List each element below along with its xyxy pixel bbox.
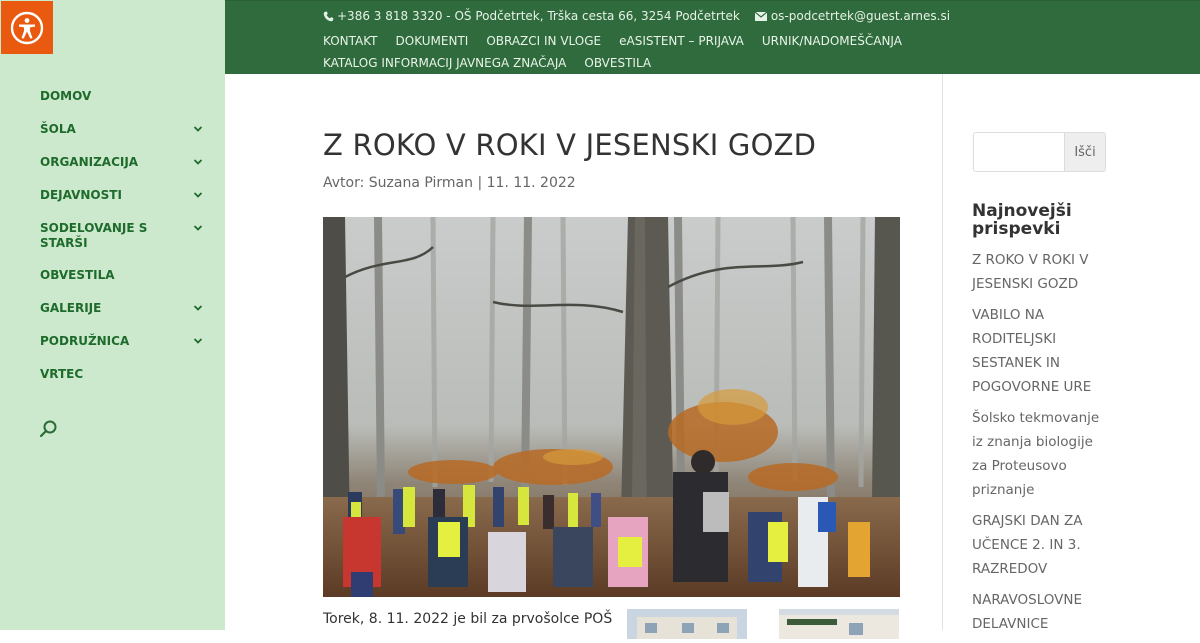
sidebar-item[interactable]: [40, 188, 210, 221]
meta-separator: |: [473, 175, 487, 191]
chevron-down-icon[interactable]: [193, 336, 203, 346]
sidebar-item[interactable]: [40, 334, 210, 367]
featured-image: [323, 217, 900, 597]
sidebar-item-label: OBVESTILA: [40, 268, 115, 282]
top-header: [225, 0, 1200, 74]
sidebar-item[interactable]: [40, 221, 210, 268]
meta-prefix: Avtor:: [323, 175, 369, 191]
content-divider: [942, 74, 943, 630]
post-date: 11. 11. 2022: [486, 175, 576, 191]
recent-posts-list: [972, 248, 1112, 643]
chevron-down-icon[interactable]: [193, 157, 203, 167]
phone-icon: [323, 11, 334, 22]
recent-posts-title: Najnovejši prispevki: [972, 201, 1072, 239]
chevron-down-icon[interactable]: [193, 223, 203, 233]
email-link[interactable]: [755, 9, 950, 23]
top-menu-item[interactable]: DOKUMENTI: [395, 34, 469, 48]
sidebar-item-label: ORGANIZACIJA: [40, 155, 139, 169]
top-menu-item[interactable]: KATALOG INFORMACIJ JAVNEGA ZNAČAJA: [323, 56, 567, 70]
sidebar-item[interactable]: [40, 89, 210, 122]
post-title: Z ROKO V ROKI V JESENSKI GOZD: [323, 128, 817, 162]
post-body-start: Torek, 8. 11. 2022 je bil za prvošolce POŠ: [323, 611, 613, 627]
mail-icon: [755, 12, 767, 21]
sidebar-item[interactable]: [40, 367, 210, 400]
sidebar-item[interactable]: [40, 122, 210, 155]
sidebar-item[interactable]: [40, 268, 210, 301]
sidebar-item-label: SODELOVANJE S STARŠI: [40, 221, 148, 250]
top-menu: [323, 30, 963, 74]
recent-post-link[interactable]: Z ROKO V ROKI V JESENSKI GOZD: [972, 252, 1089, 292]
sidebar-item-label: PODRUŽNICA: [40, 334, 130, 348]
author-link[interactable]: Suzana Pirman: [368, 175, 473, 191]
chevron-down-icon[interactable]: [193, 303, 203, 313]
top-menu-item[interactable]: URNIK/NADOMEŠČANJA: [761, 34, 902, 48]
gallery-thumbnail[interactable]: [779, 609, 899, 639]
sidebar-item-label: ŠOLA: [40, 122, 76, 136]
sidebar-search: [973, 132, 1106, 172]
sidebar-item-label: GALERIJE: [40, 301, 102, 315]
email-text: os-podcetrtek@guest.arnes.si: [770, 9, 951, 23]
top-menu-item[interactable]: KONTAKT: [323, 34, 378, 48]
search-button[interactable]: Išči: [1064, 133, 1105, 171]
sidebar-item[interactable]: [40, 155, 210, 188]
search-input[interactable]: [974, 133, 1064, 171]
recent-post-link[interactable]: GRAJSKI DAN ZA UČENCE 2. IN 3. RAZREDOV: [972, 513, 1083, 577]
chevron-down-icon[interactable]: [193, 124, 203, 134]
accessibility-button[interactable]: [1, 1, 53, 54]
recent-post-link[interactable]: VABILO NA RODITELJSKI SESTANEK IN POGOVORNE URE: [972, 307, 1092, 395]
phone-and-address: +386 3 818 3320 - OŠ Podčetrtek, Trška cesta 66, 3254 Podčetrtek: [337, 9, 740, 23]
main-navigation: [40, 89, 210, 400]
chevron-down-icon[interactable]: [193, 190, 203, 200]
top-menu-item[interactable]: OBRAZCI IN VLOGE: [486, 34, 602, 48]
accessibility-icon: [10, 11, 44, 45]
recent-post-link[interactable]: NARAVOSLOVNE DELAVNICE: [972, 592, 1083, 632]
sidebar-item-label: VRTEC: [40, 367, 84, 381]
post-meta: [323, 175, 576, 191]
top-menu-item[interactable]: eASISTENT – PRIJAVA: [619, 34, 744, 48]
gallery-thumbnail[interactable]: [627, 609, 747, 639]
sidebar-item-label: DOMOV: [40, 89, 92, 103]
recent-post-link[interactable]: Šolsko tekmovanje iz znanja biologije za Proteusovo priznanje: [972, 410, 1100, 498]
search-icon[interactable]: [39, 419, 59, 439]
left-sidebar: [0, 0, 225, 630]
sidebar-item-label: DEJAVNOSTI: [40, 188, 122, 202]
contact-line: [323, 9, 950, 23]
sidebar-item[interactable]: [40, 301, 210, 334]
top-menu-item[interactable]: OBVESTILA: [584, 56, 652, 70]
